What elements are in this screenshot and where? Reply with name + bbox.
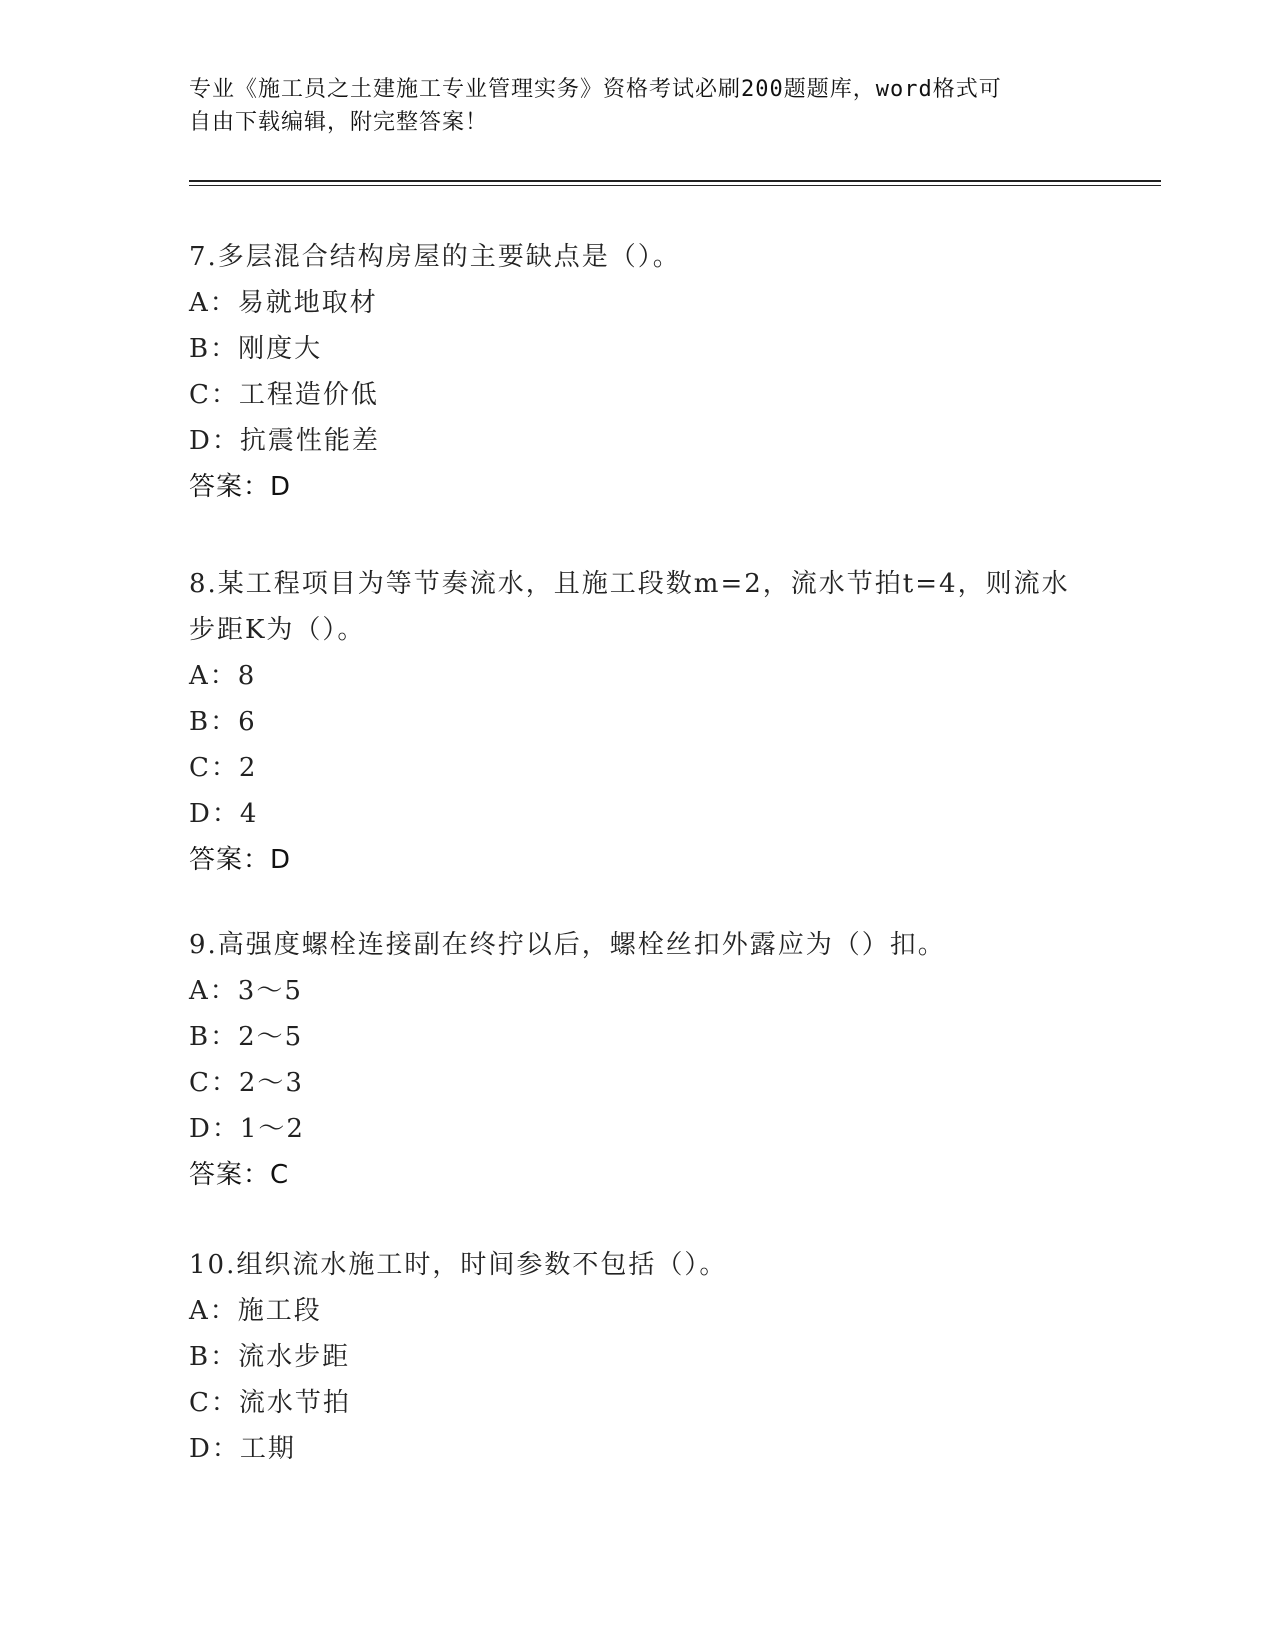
option-d: D：1～2 — [189, 1114, 305, 1144]
option-d: D：4 — [189, 799, 259, 829]
option-a: A：施工段 — [189, 1296, 322, 1326]
header-divider-thick — [189, 180, 1161, 182]
header-divider-thin — [189, 185, 1161, 186]
answer: 答案：D — [189, 472, 292, 502]
question-stem: 9.高强度螺栓连接副在终拧以后，螺栓丝扣外露应为（）扣。 — [189, 930, 946, 960]
document-header — [189, 73, 1089, 139]
question-stem: 7.多层混合结构房屋的主要缺点是（）。 — [189, 242, 681, 272]
option-b: B：流水步距 — [189, 1342, 351, 1372]
option-c: C：2 — [189, 753, 258, 783]
option-a: A：3～5 — [189, 976, 303, 1006]
question-stem-line-2: 步距K为（）。 — [189, 615, 366, 645]
question-8 — [189, 561, 1089, 883]
option-a: A：8 — [189, 661, 257, 691]
option-b: B：2～5 — [189, 1022, 304, 1052]
question-stem-line-1: 8.某工程项目为等节奏流水，且施工段数m=2，流水节拍t=4，则流水 — [189, 569, 1070, 599]
header-line-2: 自由下载编辑，附完整答案！ — [189, 110, 489, 135]
option-c: C：2～3 — [189, 1068, 304, 1098]
option-b: B：6 — [189, 707, 257, 737]
option-c: C：工程造价低 — [189, 380, 379, 410]
answer: 答案：C — [189, 1160, 290, 1190]
header-line-1: 专业《施工员之土建施工专业管理实务》资格考试必刷200题题库，word格式可 — [189, 77, 1002, 102]
question-10 — [189, 1242, 1089, 1472]
option-a: A：易就地取材 — [189, 288, 378, 318]
option-c: C：流水节拍 — [189, 1388, 351, 1418]
answer: 答案：D — [189, 845, 292, 875]
question-9 — [189, 922, 1089, 1198]
question-stem: 10.组织流水施工时，时间参数不包括（）。 — [189, 1250, 728, 1280]
question-7 — [189, 234, 1089, 510]
option-d: D：工期 — [189, 1434, 296, 1464]
option-d: D：抗震性能差 — [189, 426, 380, 456]
option-b: B：刚度大 — [189, 334, 323, 364]
